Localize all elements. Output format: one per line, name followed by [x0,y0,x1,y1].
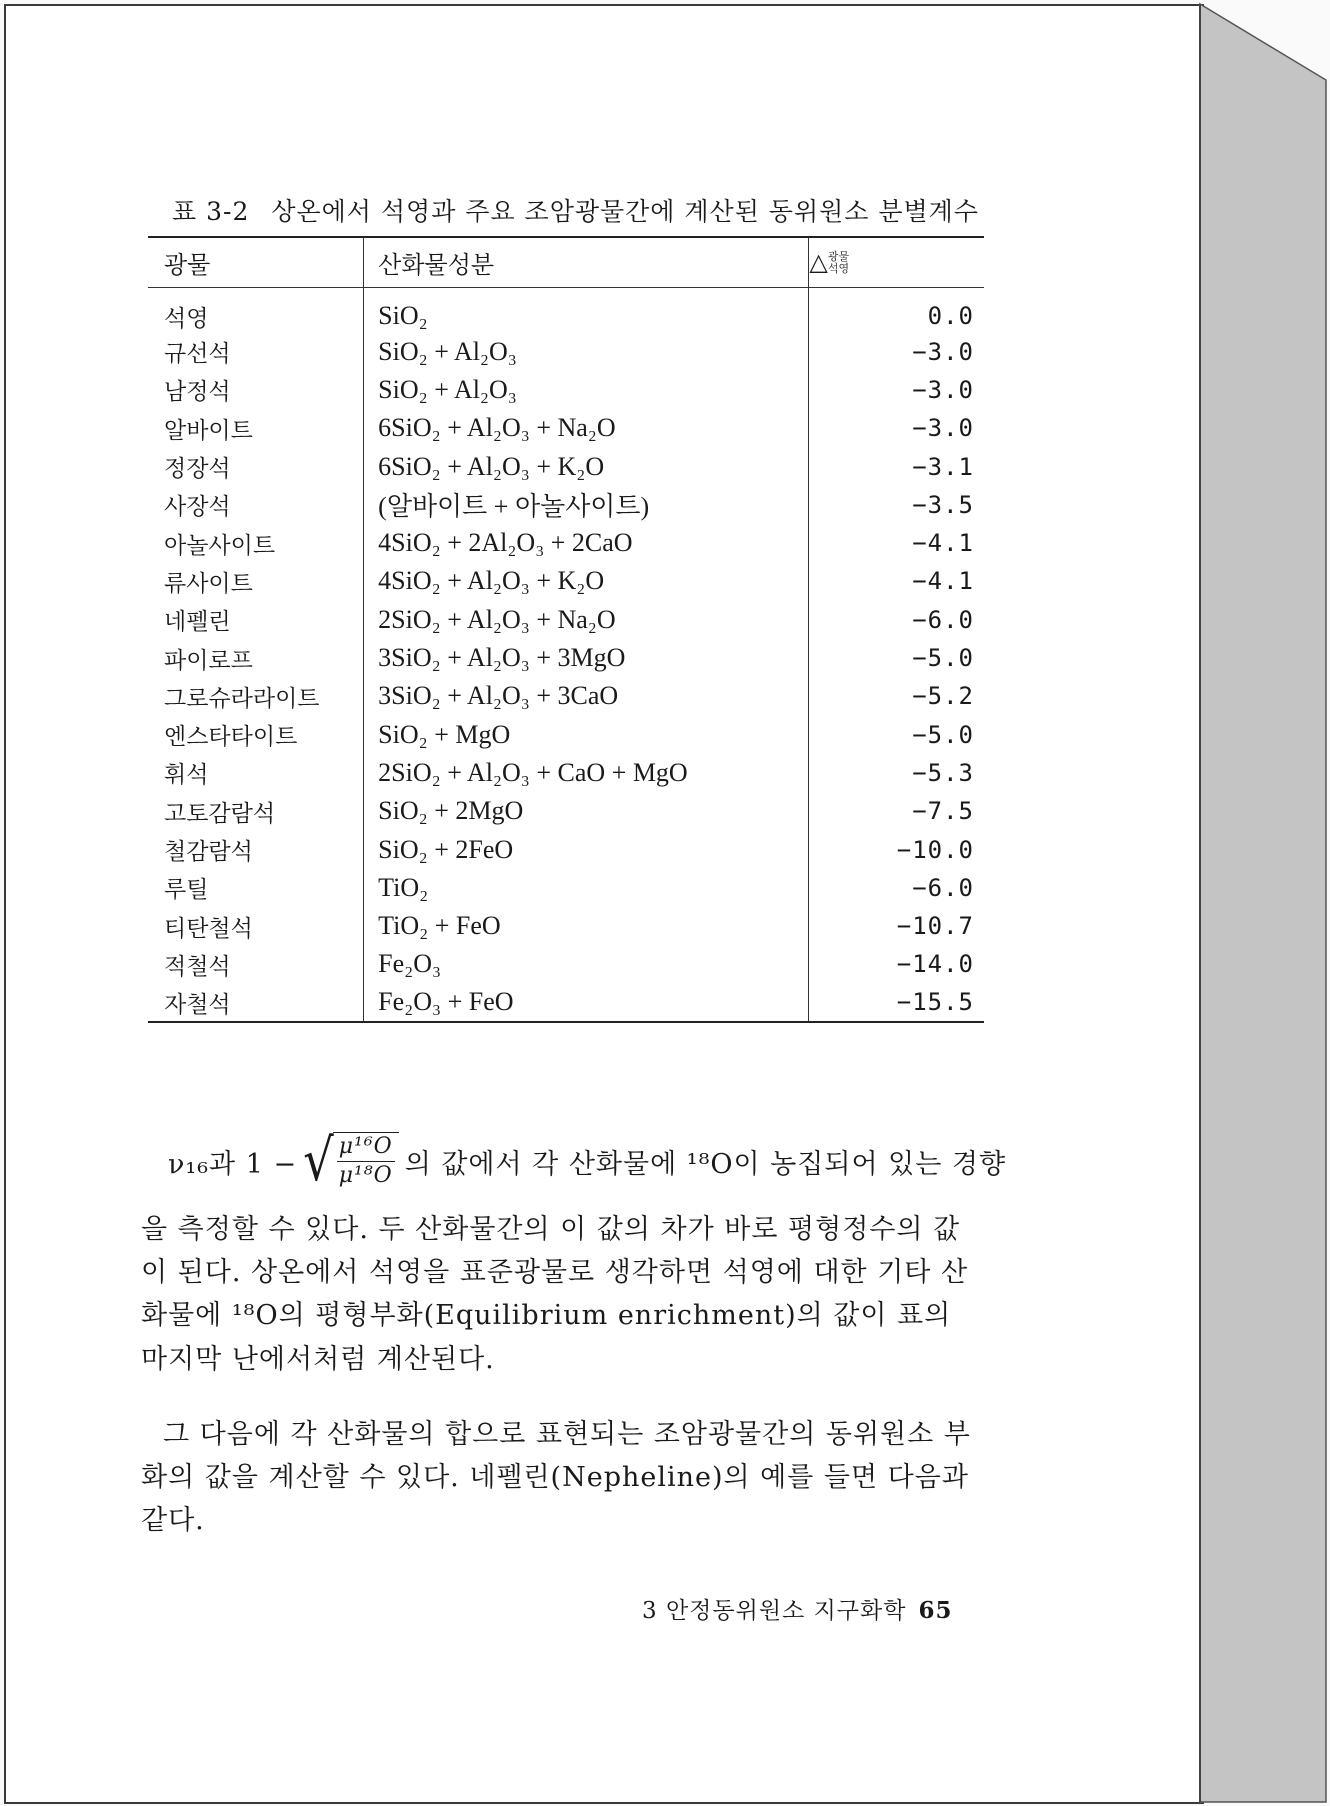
value-cell: −10.7 [896,912,974,941]
table-row [148,715,984,753]
delta-subscript [828,251,849,275]
table-row [148,639,984,677]
formula-lead: ν₁₆과 1 − [168,1148,298,1180]
value-cell: −10.0 [896,835,974,864]
table-row [148,907,984,945]
value-cell: −3.0 [912,414,974,443]
oxide-cell: 2SiO₂ + Al₂O₃ + CaO + MgO [364,754,809,792]
oxide-cell: SiO₂ + Al₂O₃ [364,333,809,371]
table-row [148,945,984,983]
table-row [148,754,984,792]
table-caption-title: 상온에서 석영과 주요 조암광물간에 계산된 동위원소 분별계수 [271,197,979,226]
oxide-cell: Fe₂O₃ [364,945,809,983]
mineral-cell: 루틸 [164,877,209,904]
oxide-cell: 4SiO₂ + 2Al₂O₃ + 2CaO [364,524,809,562]
oxide-cell: TiO₂ + FeO [364,907,809,945]
value-cell: −5.3 [912,758,974,787]
fraction-numerator: μ¹⁶O [337,1133,395,1162]
table-row [148,869,984,907]
table-row [148,830,984,868]
mineral-cell: 철감람석 [164,839,253,865]
value-cell: −4.1 [912,529,974,558]
mineral-cell: 정장석 [164,456,231,483]
mineral-cell: 네펠린 [164,609,231,636]
header-mineral: 광물 [148,237,364,287]
value-cell: −6.0 [912,605,974,634]
oxide-cell: 2SiO₂ + Al₂O₃ + Na₂O [364,601,809,639]
value-cell: −15.5 [896,988,974,1017]
oxide-cell: 6SiO₂ + Al₂O₃ + K₂O [364,447,809,485]
header-delta [809,237,984,287]
page-footer [642,1592,952,1625]
delta-symbol: △ [809,248,828,277]
value-cell: −4.1 [912,567,974,596]
page-number: 65 [918,1597,953,1624]
oxide-cell: SiO₂ + MgO [364,715,809,753]
sqrt-fraction [303,1127,399,1195]
paragraph-2: 그 다음에 각 산화물의 합으로 표현되는 조암광물간의 동위원소 부화의 값을 계산할 수 있다. 네펠린(Nepheline)의 예를 들면 다음과 같다. [141,1419,971,1537]
fraction [333,1132,399,1190]
oxide-cell: SiO₂ + Al₂O₃ [364,371,809,409]
mineral-cell: 자철석 [164,991,231,1018]
sqrt-icon: √ [303,1127,335,1195]
table-row [148,409,984,447]
fraction-denominator: μ¹⁸O [338,1163,393,1188]
footer-chapter: 3 안정동위원소 지구화학 [642,1598,907,1624]
mineral-cell: 파이로프 [164,647,253,674]
table-row [148,562,984,600]
oxide-cell: SiO₂ + 2MgO [364,792,809,830]
formula-line [168,1127,1007,1195]
oxide-cell: SiO₂ + 2FeO [364,830,809,868]
mineral-cell: 엔스타타이트 [164,724,298,751]
mineral-cell: 고토감람석 [164,800,276,827]
oxide-cell: 4SiO₂ + Al₂O₃ + K₂O [364,562,809,600]
fractionation-table [148,236,984,1023]
table-row [148,792,984,830]
table-body [148,287,984,1022]
mineral-cell: 티탄철석 [164,915,253,942]
table-caption [172,192,979,228]
oxide-cell: TiO₂ [364,869,809,907]
oxide-cell: 3SiO₂ + Al₂O₃ + 3CaO [364,677,809,715]
oxide-cell: (알바이트 + 아놀사이트) [364,486,809,524]
delta-sub-bottom: 석영 [827,262,850,276]
table-header-row [148,237,984,287]
mineral-cell: 적철석 [164,953,231,980]
mineral-cell: 사장석 [164,494,231,521]
table-row [148,447,984,485]
value-cell: −3.0 [912,337,974,366]
table-row [148,677,984,715]
mineral-cell: 아놀사이트 [164,532,276,559]
oxide-cell: Fe₂O₃ + FeO [364,984,809,1022]
paragraph-1: 을 측정할 수 있다. 두 산화물간의 이 값의 차가 바로 평형정수의 값이 된다. 상온에서 석영을 표준광물로 생각하면 석영에 대한 기타 산화물에 ¹⁸O의 평형부화(Equilibrium enrichment)의 값이 표의 마지막 난에서처럼 계산된다. [141,1214,969,1375]
mineral-cell: 그로슈라라이트 [164,685,320,712]
table-caption-label: 표 3-2 [172,197,250,226]
table-row [148,486,984,524]
value-cell: −5.0 [912,644,974,673]
value-cell: −3.5 [912,490,974,519]
value-cell: −3.1 [912,452,974,481]
value-cell: −14.0 [896,950,974,979]
oxide-cell: 3SiO₂ + Al₂O₃ + 3MgO [364,639,809,677]
value-cell: −5.2 [912,682,974,711]
mineral-cell: 류사이트 [164,570,253,597]
delta-sub-top: 광물 [827,250,850,264]
mineral-cell: 알바이트 [164,417,253,444]
value-cell: −3.0 [912,375,974,404]
value-cell: −7.5 [912,797,974,826]
table-row [148,333,984,371]
mineral-cell: 규선석 [164,341,231,368]
table-row [148,371,984,409]
value-cell: −6.0 [912,873,974,902]
formula-tail: 의 값에서 각 산화물에 ¹⁸O이 농집되어 있는 경향 [404,1148,1007,1180]
value-cell: −5.0 [912,720,974,749]
mineral-cell: 석영 [164,305,209,332]
value-cell: 0.0 [927,302,974,330]
table-row [148,524,984,562]
table-row [148,984,984,1022]
mineral-cell: 휘석 [164,762,209,789]
oxide-cell: 6SiO₂ + Al₂O₃ + Na₂O [364,409,809,447]
table-row [148,601,984,639]
mineral-cell: 남정석 [164,379,231,406]
table-row [148,287,984,333]
header-oxide: 산화물성분 [364,237,809,287]
oxide-cell: SiO₂ [364,287,809,333]
